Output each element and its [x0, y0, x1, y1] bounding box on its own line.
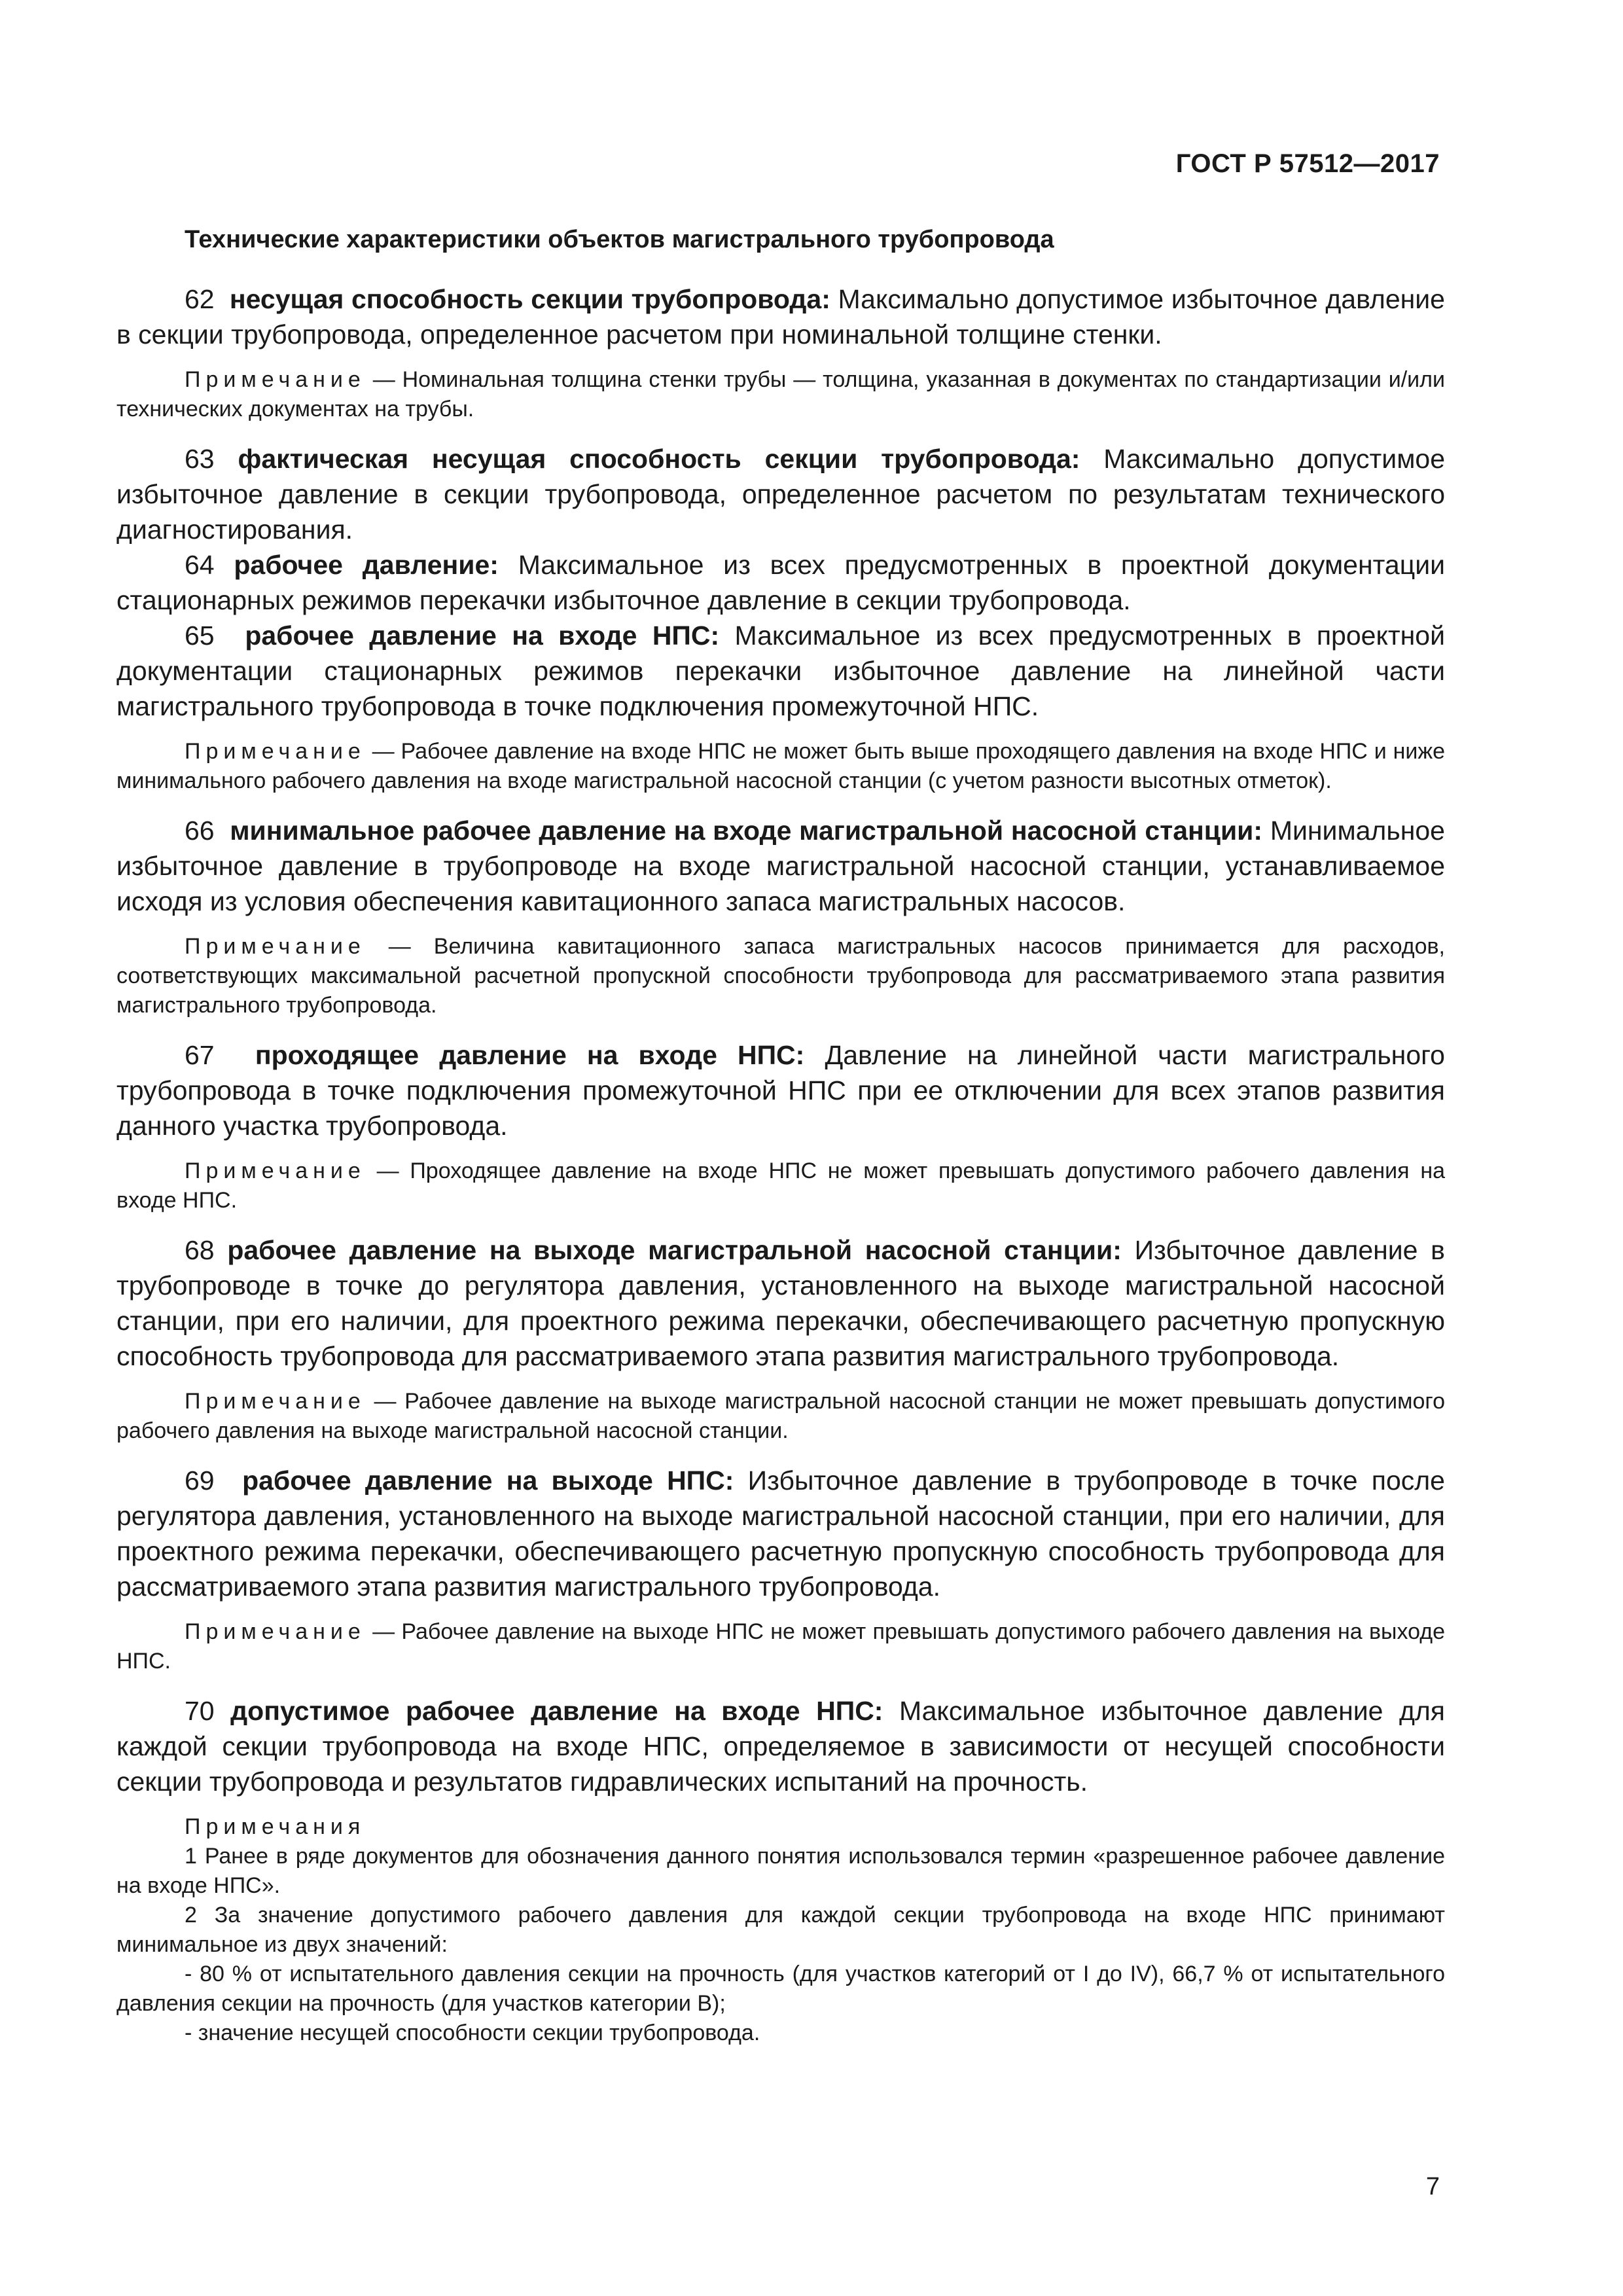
note-text: — Рабочее давление на выходе НПС не может превышать допустимого рабочего давления на выходе НПС.: [116, 1619, 1445, 1674]
note-text: — Номинальная толщина стенки трубы — толщина, указанная в документах по стандартизации и/или технических документах на трубы.: [116, 367, 1445, 422]
notes-item-3: - 80 % от испытательного давления секции на прочность (для участков категорий от I до IV), 66,7 % от испытательного давления секции на прочность (для участков категории В);: [116, 1962, 1445, 2016]
term-number: 68: [185, 1235, 215, 1265]
term-63: [116, 441, 1445, 547]
section-title: Технические характеристики объектов магистрального трубопровода: [185, 226, 1054, 253]
term-69: [116, 1463, 1445, 1604]
term-number: 70: [185, 1696, 215, 1726]
term-name: рабочее давление на выходе магистральной насосной станции:: [227, 1235, 1122, 1265]
term-name: рабочее давление на выходе НПС:: [242, 1465, 734, 1496]
term-name: рабочее давление на входе НПС:: [245, 620, 720, 651]
term-name: минимальное рабочее давление на входе магистральной насосной станции:: [230, 816, 1263, 846]
term-70: [116, 1693, 1445, 1799]
note-text: — Проходящее давление на входе НПС не может превышать допустимого рабочего давления на входе НПС.: [116, 1158, 1446, 1213]
note-text: — Рабочее давление на входе НПС не может быть выше проходящего давления на входе НПС и ниже минимального рабочего давления на входе магистральной насосной станции (с учетом разности высотных отметок).: [116, 739, 1445, 793]
note-62: [116, 365, 1445, 424]
note-label: Примечание: [185, 934, 366, 959]
term-name: проходящее давление на входе НПС:: [255, 1040, 805, 1070]
term-number: 66: [185, 816, 215, 846]
term-64: [116, 547, 1445, 618]
page-number: 7: [1425, 2173, 1440, 2200]
term-name: допустимое рабочее давление на входе НПС:: [230, 1696, 883, 1726]
note-65: [116, 737, 1445, 796]
term-definition: Избыточное давление в трубопроводе в точке после регулятора давления, установленного на выходе магистральной насосной станции, при его наличии, для проектного режима перекачки, обеспечивающего расчетную пропускную способность трубопровода для рассматриваемого этапа развития магистрального трубопровода.: [116, 1465, 1445, 1602]
term-definition: Максимально допустимое избыточное давление в секции трубопровода, определенное расчетом при номинальной толщине стенки.: [116, 284, 1445, 350]
term-66: [116, 813, 1445, 919]
note-label: Примечание: [185, 1619, 366, 1644]
term-67: [116, 1037, 1445, 1143]
notes-item-4: - значение несущей способности секции трубопровода.: [185, 2020, 760, 2045]
note-69: [116, 1617, 1445, 1676]
document-body: [116, 281, 1445, 2048]
note-label: Примечание: [185, 1158, 366, 1183]
note-label: Примечание: [185, 1389, 366, 1414]
note-label: Примечание: [185, 739, 366, 764]
term-definition: Максимально допустимое избыточное давление в секции трубопровода, определенное расчетом по результатам технического диагностирования.: [116, 444, 1445, 545]
notes-heading: Примечания: [185, 1814, 366, 1839]
term-definition: Максимальное избыточное давление для каждой секции трубопровода на входе НПС, определяемое в зависимости от несущей способности секции трубопровода и результатов гидравлических испытаний на прочность.: [116, 1696, 1445, 1797]
note-67: [116, 1157, 1445, 1215]
document-code: ГОСТ Р 57512—2017: [1175, 149, 1440, 178]
note-68: [116, 1387, 1445, 1446]
term-definition: Максимальное из всех предусмотренных в проектной документации стационарных режимов перекачки избыточное давление на линейной части магистрального трубопровода в точке подключения промежуточной НПС.: [116, 620, 1445, 721]
term-name: фактическая несущая способность секции трубопровода:: [238, 444, 1080, 474]
note-text: — Величина кавитационного запаса магистральных насосов принимается для расходов, соответствующих максимальной расчетной пропускной способности трубопровода для рассматриваемого этапа развития магистрального трубопровода.: [116, 934, 1445, 1018]
notes-item-1: 1 Ранее в ряде документов для обозначения данного понятия использовался термин «разрешенное рабочее давление на входе НПС».: [116, 1844, 1445, 1898]
note-66: [116, 932, 1445, 1020]
term-definition: Избыточное давление в трубопроводе в точке до регулятора давления, установленного на выходе магистральной насосной станции, при его наличии, для проектного режима перекачки, обеспечивающего расчетную пропускную способность трубопровода для рассматриваемого этапа развития магистрального трубопровода.: [116, 1235, 1445, 1371]
term-number: 64: [185, 550, 215, 580]
note-label: Примечание: [185, 367, 366, 392]
term-name: несущая способность секции трубопровода:: [229, 284, 830, 314]
term-number: 62: [185, 284, 215, 314]
term-number: 67: [185, 1040, 215, 1070]
notes-item-2: 2 За значение допустимого рабочего давления для каждой секции трубопровода на входе НПС принимают минимальное из двух значений:: [116, 1903, 1445, 1957]
term-name: рабочее давление:: [234, 550, 499, 580]
term-definition: Максимальное из всех предусмотренных в проектной документации стационарных режимов перекачки избыточное давление в секции трубопровода.: [116, 550, 1445, 615]
term-number: 65: [185, 620, 215, 651]
note-text: — Рабочее давление на выходе магистральной насосной станции не может превышать допустимого рабочего давления на выходе магистральной насосной станции.: [116, 1389, 1445, 1443]
term-68: [116, 1232, 1445, 1374]
term-definition: Давление на линейной части магистрального трубопровода в точке подключения промежуточной НПС при ее отключении для всех этапов развития данного участка трубопровода.: [116, 1040, 1445, 1141]
term-number: 69: [185, 1465, 215, 1496]
term-definition: Минимальное избыточное давление в трубопроводе на входе магистральной насосной станции, устанавливаемое исходя из условия обеспечения кавитационного запаса магистральных насосов.: [116, 816, 1445, 916]
term-62: [116, 281, 1445, 352]
term-65: [116, 618, 1445, 724]
term-number: 63: [185, 444, 215, 474]
